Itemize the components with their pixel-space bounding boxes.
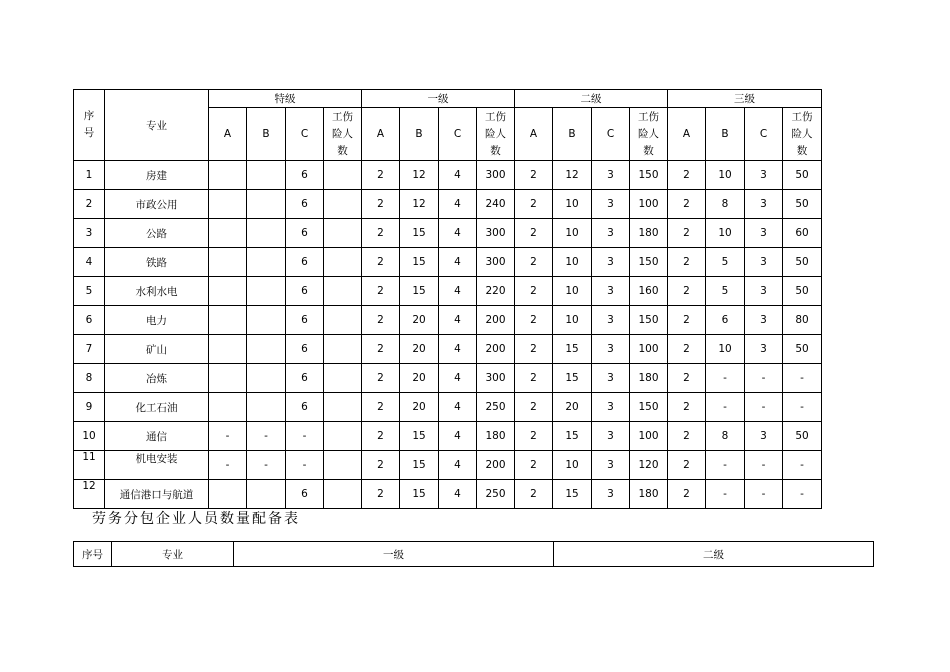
row-cell — [324, 364, 362, 393]
row-cell: 4 — [439, 451, 477, 480]
row-major: 水利水电 — [105, 277, 209, 306]
table-row — [74, 219, 822, 248]
row-seq: 5 — [74, 277, 105, 306]
row-cell: 220 — [477, 277, 515, 306]
row-cell: 180 — [630, 364, 668, 393]
subheader-injury-insured: 工伤险人数 — [324, 108, 362, 161]
row-cell: 15 — [553, 335, 592, 364]
row-cell: 200 — [477, 451, 515, 480]
row-cell: 3 — [745, 422, 783, 451]
row-cell: 4 — [439, 277, 477, 306]
row-cell: 10 — [553, 451, 592, 480]
row-cell: 2 — [668, 422, 706, 451]
row-cell — [209, 161, 247, 190]
row-cell: 3 — [592, 248, 630, 277]
row-major: 矿山 — [105, 335, 209, 364]
row-cell: 2 — [362, 219, 400, 248]
row-cell: 60 — [783, 219, 822, 248]
row-cell: 3 — [592, 306, 630, 335]
row-cell: 12 — [400, 161, 439, 190]
row-cell: 80 — [783, 306, 822, 335]
row-cell: 12 — [400, 190, 439, 219]
row-cell: 6 — [286, 480, 324, 509]
row-cell: 2 — [515, 335, 553, 364]
row-cell — [209, 335, 247, 364]
row-cell: 2 — [515, 248, 553, 277]
row-cell — [324, 422, 362, 451]
row-cell: 2 — [362, 364, 400, 393]
row-cell: 20 — [400, 335, 439, 364]
row-cell: 6 — [286, 306, 324, 335]
staffing-table-construction — [73, 89, 822, 509]
row-cell — [247, 306, 286, 335]
row-cell: 300 — [477, 248, 515, 277]
row-cell: 3 — [592, 190, 630, 219]
row-cell — [324, 161, 362, 190]
row-major: 机电安装 — [105, 451, 209, 480]
subheader-b: B — [247, 108, 286, 161]
row-cell: - — [247, 451, 286, 480]
row-seq: 1 — [74, 161, 105, 190]
row-cell: 2 — [515, 422, 553, 451]
row-seq: 12 — [74, 480, 105, 509]
row-cell: 2 — [362, 480, 400, 509]
row-cell: 150 — [630, 248, 668, 277]
row-cell — [324, 219, 362, 248]
row-cell: 3 — [745, 190, 783, 219]
row-cell: 2 — [668, 306, 706, 335]
row-cell: 15 — [400, 422, 439, 451]
row-cell: 3 — [745, 161, 783, 190]
row-seq: 9 — [74, 393, 105, 422]
row-cell: 3 — [745, 306, 783, 335]
row-cell: 20 — [400, 364, 439, 393]
row-cell: 4 — [439, 335, 477, 364]
row-major: 化工石油 — [105, 393, 209, 422]
row-cell: 5 — [706, 248, 745, 277]
row-cell — [324, 277, 362, 306]
row-cell: 2 — [515, 480, 553, 509]
row-cell — [209, 248, 247, 277]
row-cell — [247, 364, 286, 393]
subheader-b: B — [553, 108, 592, 161]
header-grade-2: 二级 — [515, 90, 668, 108]
row-cell: 50 — [783, 422, 822, 451]
row-cell: 2 — [668, 161, 706, 190]
row-cell: 2 — [668, 364, 706, 393]
row-major: 公路 — [105, 219, 209, 248]
t2-header-grade-2: 二级 — [554, 542, 874, 567]
row-cell: 3 — [745, 277, 783, 306]
row-cell: - — [783, 393, 822, 422]
row-cell: - — [745, 364, 783, 393]
row-cell: 8 — [706, 422, 745, 451]
row-major: 通信 — [105, 422, 209, 451]
row-cell: 2 — [668, 393, 706, 422]
row-cell: - — [706, 364, 745, 393]
row-cell: 2 — [362, 393, 400, 422]
row-cell — [209, 364, 247, 393]
row-cell: 160 — [630, 277, 668, 306]
table-row — [74, 161, 822, 190]
row-cell: 50 — [783, 248, 822, 277]
row-cell: 6 — [286, 335, 324, 364]
row-cell: 15 — [400, 451, 439, 480]
row-cell: 200 — [477, 306, 515, 335]
row-major: 通信港口与航道 — [105, 480, 209, 509]
row-cell: 3 — [592, 393, 630, 422]
subheader-injury-insured: 工伤险人数 — [783, 108, 822, 161]
row-cell: 4 — [439, 161, 477, 190]
row-cell: 2 — [362, 306, 400, 335]
row-seq: 3 — [74, 219, 105, 248]
row-cell — [247, 190, 286, 219]
row-cell: 4 — [439, 219, 477, 248]
row-cell: 50 — [783, 277, 822, 306]
row-cell: 4 — [439, 422, 477, 451]
row-cell — [324, 248, 362, 277]
row-cell: 2 — [362, 422, 400, 451]
subheader-c: C — [286, 108, 324, 161]
row-cell: 10 — [706, 161, 745, 190]
row-cell: 50 — [783, 190, 822, 219]
row-cell: 2 — [668, 480, 706, 509]
row-cell — [209, 277, 247, 306]
row-cell: 6 — [286, 161, 324, 190]
row-cell: 20 — [553, 393, 592, 422]
row-cell: 50 — [783, 161, 822, 190]
table-row — [74, 335, 822, 364]
t2-header-grade-1: 一级 — [234, 542, 554, 567]
row-cell: 300 — [477, 364, 515, 393]
row-cell: 15 — [400, 248, 439, 277]
row-cell: 2 — [668, 190, 706, 219]
row-cell: - — [783, 451, 822, 480]
table-row — [74, 248, 822, 277]
row-cell: 2 — [362, 277, 400, 306]
row-cell — [247, 248, 286, 277]
row-cell: 5 — [706, 277, 745, 306]
row-cell: 20 — [400, 306, 439, 335]
header-grade-3: 三级 — [668, 90, 822, 108]
row-cell: 10 — [553, 248, 592, 277]
row-cell: 6 — [286, 364, 324, 393]
row-cell: 2 — [515, 219, 553, 248]
row-cell: 2 — [668, 277, 706, 306]
subheader-a: A — [515, 108, 553, 161]
row-cell: 100 — [630, 422, 668, 451]
row-cell: 15 — [553, 364, 592, 393]
row-cell: 2 — [515, 393, 553, 422]
row-cell: 4 — [439, 306, 477, 335]
row-cell: 3 — [745, 248, 783, 277]
row-cell: 6 — [286, 190, 324, 219]
row-cell: 2 — [668, 451, 706, 480]
row-cell — [209, 480, 247, 509]
row-cell — [209, 306, 247, 335]
row-cell: 180 — [477, 422, 515, 451]
row-cell: - — [706, 480, 745, 509]
row-cell: 20 — [400, 393, 439, 422]
row-cell: 250 — [477, 393, 515, 422]
subheader-c: C — [745, 108, 783, 161]
row-cell: 2 — [515, 364, 553, 393]
row-cell — [247, 393, 286, 422]
subheader-b: B — [400, 108, 439, 161]
header-grade-1: 一级 — [362, 90, 515, 108]
row-cell: 3 — [745, 219, 783, 248]
row-cell — [209, 393, 247, 422]
row-cell: 6 — [286, 277, 324, 306]
row-cell: 100 — [630, 335, 668, 364]
row-seq: 10 — [74, 422, 105, 451]
row-cell — [324, 480, 362, 509]
row-cell: 2 — [668, 335, 706, 364]
row-cell: 240 — [477, 190, 515, 219]
row-cell: 2 — [668, 219, 706, 248]
row-cell — [247, 335, 286, 364]
row-cell: 15 — [400, 219, 439, 248]
row-cell: 2 — [515, 451, 553, 480]
row-cell: - — [745, 451, 783, 480]
row-cell: 180 — [630, 219, 668, 248]
row-cell — [209, 190, 247, 219]
row-cell — [324, 451, 362, 480]
row-cell: 2 — [515, 161, 553, 190]
row-cell: 2 — [362, 190, 400, 219]
row-cell: 50 — [783, 335, 822, 364]
row-cell: 200 — [477, 335, 515, 364]
row-cell — [247, 219, 286, 248]
row-cell: 3 — [745, 335, 783, 364]
row-cell — [324, 335, 362, 364]
header-grade-special: 特级 — [209, 90, 362, 108]
row-seq: 8 — [74, 364, 105, 393]
row-cell: - — [745, 393, 783, 422]
table-row — [74, 306, 822, 335]
row-cell: 12 — [553, 161, 592, 190]
row-cell: 15 — [400, 480, 439, 509]
table-row — [74, 190, 822, 219]
row-cell: 3 — [592, 451, 630, 480]
staffing-table-labor — [73, 541, 874, 567]
row-cell: - — [783, 364, 822, 393]
row-cell: 3 — [592, 219, 630, 248]
subheader-a: A — [209, 108, 247, 161]
row-cell: 2 — [515, 277, 553, 306]
row-major: 电力 — [105, 306, 209, 335]
row-cell: 8 — [706, 190, 745, 219]
row-cell — [247, 480, 286, 509]
row-cell: 6 — [286, 393, 324, 422]
row-cell: 2 — [668, 248, 706, 277]
row-cell: 4 — [439, 393, 477, 422]
row-cell: 250 — [477, 480, 515, 509]
table-title: 劳务分包企业人员数量配备表 — [92, 511, 300, 527]
table-row — [74, 480, 822, 509]
row-major: 房建 — [105, 161, 209, 190]
row-cell: - — [209, 422, 247, 451]
row-major: 市政公用 — [105, 190, 209, 219]
row-cell: - — [247, 422, 286, 451]
row-cell: 300 — [477, 219, 515, 248]
row-cell: 10 — [553, 219, 592, 248]
row-major: 铁路 — [105, 248, 209, 277]
row-cell — [247, 277, 286, 306]
row-cell: 150 — [630, 306, 668, 335]
subheader-injury-insured: 工伤险人数 — [630, 108, 668, 161]
row-cell: 150 — [630, 161, 668, 190]
row-cell: 6 — [286, 219, 324, 248]
row-cell: 15 — [553, 422, 592, 451]
row-cell: 3 — [592, 161, 630, 190]
row-cell: 4 — [439, 190, 477, 219]
row-cell: 2 — [515, 190, 553, 219]
row-cell: 10 — [553, 277, 592, 306]
row-cell: 10 — [706, 219, 745, 248]
row-cell: 180 — [630, 480, 668, 509]
subheader-b: B — [706, 108, 745, 161]
row-cell: 4 — [439, 248, 477, 277]
row-cell: 120 — [630, 451, 668, 480]
row-cell: 10 — [553, 190, 592, 219]
row-cell: 3 — [592, 335, 630, 364]
row-cell: - — [209, 451, 247, 480]
table-row — [74, 364, 822, 393]
row-cell: 3 — [592, 422, 630, 451]
row-cell: 2 — [362, 161, 400, 190]
table-row — [74, 393, 822, 422]
row-cell — [324, 190, 362, 219]
row-cell — [209, 219, 247, 248]
row-cell: 2 — [362, 335, 400, 364]
row-major: 冶炼 — [105, 364, 209, 393]
row-cell: 3 — [592, 364, 630, 393]
row-cell: 6 — [286, 248, 324, 277]
row-cell: - — [286, 451, 324, 480]
subheader-a: A — [668, 108, 706, 161]
table-row — [74, 422, 822, 451]
header-major: 专业 — [105, 90, 209, 161]
table-row — [74, 277, 822, 306]
header-seq: 序号 — [74, 90, 105, 161]
row-cell — [324, 393, 362, 422]
row-cell: 150 — [630, 393, 668, 422]
row-cell: 2 — [515, 306, 553, 335]
row-cell: 2 — [362, 451, 400, 480]
row-seq: 7 — [74, 335, 105, 364]
row-seq: 6 — [74, 306, 105, 335]
subheader-a: A — [362, 108, 400, 161]
row-cell: - — [706, 451, 745, 480]
t2-header-seq: 序号 — [74, 542, 112, 567]
row-cell: 10 — [706, 335, 745, 364]
row-cell: 3 — [592, 277, 630, 306]
row-cell: 6 — [706, 306, 745, 335]
row-seq: 4 — [74, 248, 105, 277]
subheader-c: C — [439, 108, 477, 161]
row-cell: - — [783, 480, 822, 509]
row-cell: - — [286, 422, 324, 451]
row-cell: 2 — [362, 248, 400, 277]
subheader-c: C — [592, 108, 630, 161]
t2-header-major: 专业 — [112, 542, 234, 567]
row-cell: 4 — [439, 480, 477, 509]
row-seq: 2 — [74, 190, 105, 219]
row-cell: - — [745, 480, 783, 509]
row-cell: 100 — [630, 190, 668, 219]
row-cell: 10 — [553, 306, 592, 335]
subheader-injury-insured: 工伤险人数 — [477, 108, 515, 161]
row-cell — [324, 306, 362, 335]
table-row — [74, 451, 822, 480]
row-cell: 15 — [553, 480, 592, 509]
row-cell: 4 — [439, 364, 477, 393]
row-seq: 11 — [74, 451, 105, 480]
row-cell: 15 — [400, 277, 439, 306]
row-cell: 3 — [592, 480, 630, 509]
row-cell: 300 — [477, 161, 515, 190]
row-cell — [247, 161, 286, 190]
row-cell: - — [706, 393, 745, 422]
